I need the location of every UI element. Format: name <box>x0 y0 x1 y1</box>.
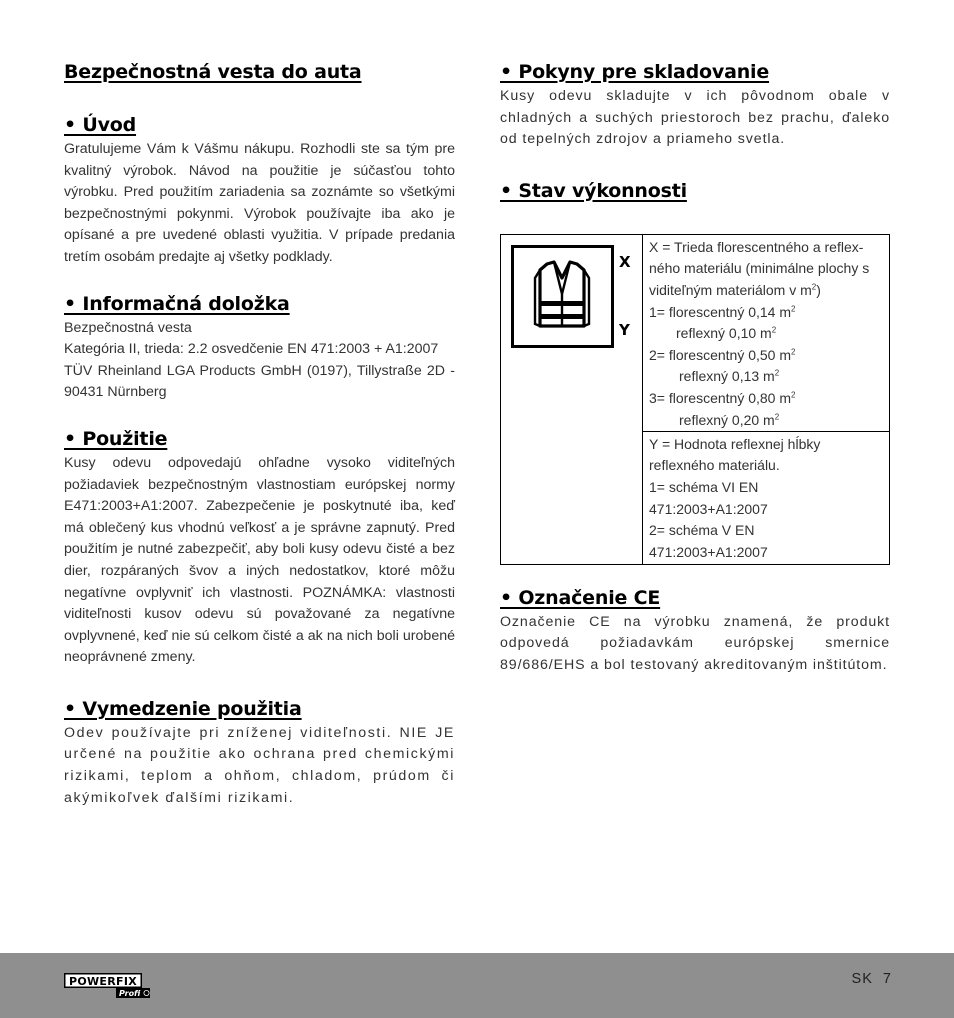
x-class-cell <box>643 235 889 432</box>
y-class-2-line-2: 471:2003+A1:2007 <box>649 543 768 560</box>
safety-vest-icon <box>511 245 614 348</box>
right-column <box>500 60 890 677</box>
performance-table <box>500 234 890 565</box>
svg-text:Profi: Profi <box>119 989 141 998</box>
x-label: X <box>619 252 631 271</box>
powerfix-logo <box>64 973 152 999</box>
section-heading-uvod: • Úvod <box>64 114 137 136</box>
y-description: Y = Hodnota reflexnej hĺbky reflexného materiálu. <box>649 435 821 474</box>
table-description-column <box>643 235 889 564</box>
section-heading-skladovanie: • Pokyny pre skladovanie <box>500 61 770 83</box>
vest-symbol-cell <box>501 235 643 564</box>
y-class-1-line-2: 471:2003+A1:2007 <box>649 500 768 517</box>
y-class-2-line-1: 2= schéma V EN <box>649 522 755 539</box>
svg-text:POWERFIX: POWERFIX <box>68 975 138 988</box>
x-class-1-reflective: reflexný 0,10 $m^2$ <box>676 325 777 342</box>
ce-text: Označenie CE na výrobku znamená, že produkt odpovedá požiadavkám európskej smernice 89/686/EHS a bol testovaný akreditovaným inštitútom. <box>500 613 890 673</box>
left-column <box>64 60 455 809</box>
section-heading-informacna-dolozka: • Informačná doložka <box>64 292 290 315</box>
section-heading-oznacenie-ce: • Označenie CE <box>500 586 661 609</box>
section-heading-vymedzenie: • Vymedzenie použitia <box>64 697 302 720</box>
x-class-2-reflective: reflexný 0,13 $m^2$ <box>679 368 780 385</box>
y-class-cell <box>643 432 889 566</box>
section-heading-pouzitie: • Použitie <box>64 427 168 450</box>
section-heading-stav-vykonnosti: • Stav výkonnosti <box>500 179 687 202</box>
x-class-3-reflective: reflexný 0,20 $m^2$ <box>679 411 780 428</box>
x-class-2-fluorescent: 2= florescentný 0,50 $m^2$ <box>649 346 796 363</box>
y-label: Y <box>619 320 630 339</box>
x-class-3-fluorescent: 3= florescentný 0,80 $m^2$ <box>649 389 796 406</box>
info-line-1: Bezpečnostná vesta <box>64 319 192 336</box>
vymedzenie-text: Odev používajte pri zníženej viditeľnosti. NIE JE určené na použitie ako ochrana pred chemickými rizikami, teplom a ohňom, chladom, prúdom či akýmikoľvek ďalšími rizikami. <box>64 724 455 806</box>
page-footer <box>0 953 954 1018</box>
x-description: X = Trieda florescentného a reflex-ného materiálu (minimálne plochy s viditeľným materiálom v $m^2$) <box>649 238 870 298</box>
skladovanie-text: Kusy odevu skladujte v ich pôvodnom obale v chladných a suchých priestoroch bez prachu, ďaleko od tepelných zdrojov a priameho svetla. <box>500 88 890 148</box>
info-line-2: Kategória II, trieda: 2.2 osvedčenie EN 471:2003 + A1:2007 <box>64 341 439 358</box>
pouzitie-text: Kusy odevu odpovedajú ohľadne vysoko viditeľných požiadaviek bezpečnostným vlastnostiam európskej normy E471:2003+A1:2007. Zabezpečenie je poskytnuté iba, keď má oblečený kus vhodnú veľkosť a je správne zapnutý. Pred použitím je nutné zabezpečiť, aby boli kusy odevu čisté a bez dier, rozpáraných švov a iných nedostatkov, ktoré môžu negatívne ovplyvniť ich vlastnosti. POZNÁMKA: vlastnosti viditeľnosti kusov odevu sú považované za negatívne ovplyvnené, keď nie sú celkom čisté a ak na nich boli urobené neoprávnené zmeny. <box>64 454 455 666</box>
y-class-1-line-1: 1= schéma VI EN <box>649 478 759 495</box>
uvod-text: Gratulujeme Vám k Vášmu nákupu. Rozhodli ste sa tým pre kvalitný výrobok. Návod na použitie je súčasťou tohto výrobku. Pred použitím zariadenia sa zoznámte so všetkými bezpečnostnými pokynmi. Výrobok používajte iba ako je opísané a pre uvedené oblasti využitia. V prípade predania tretím osobám predajte aj všetky podklady. <box>64 141 455 265</box>
info-line-3: TÜV Rheinland LGA Products GmbH (0197), Tillystraße 2D - 90431 Nürnberg <box>64 362 455 401</box>
page-number: SK 7 <box>851 971 892 987</box>
document-title: Bezpečnostná vesta do auta <box>64 61 362 83</box>
x-class-1-fluorescent: 1= florescentný 0,14 $m^2$ <box>649 303 796 320</box>
